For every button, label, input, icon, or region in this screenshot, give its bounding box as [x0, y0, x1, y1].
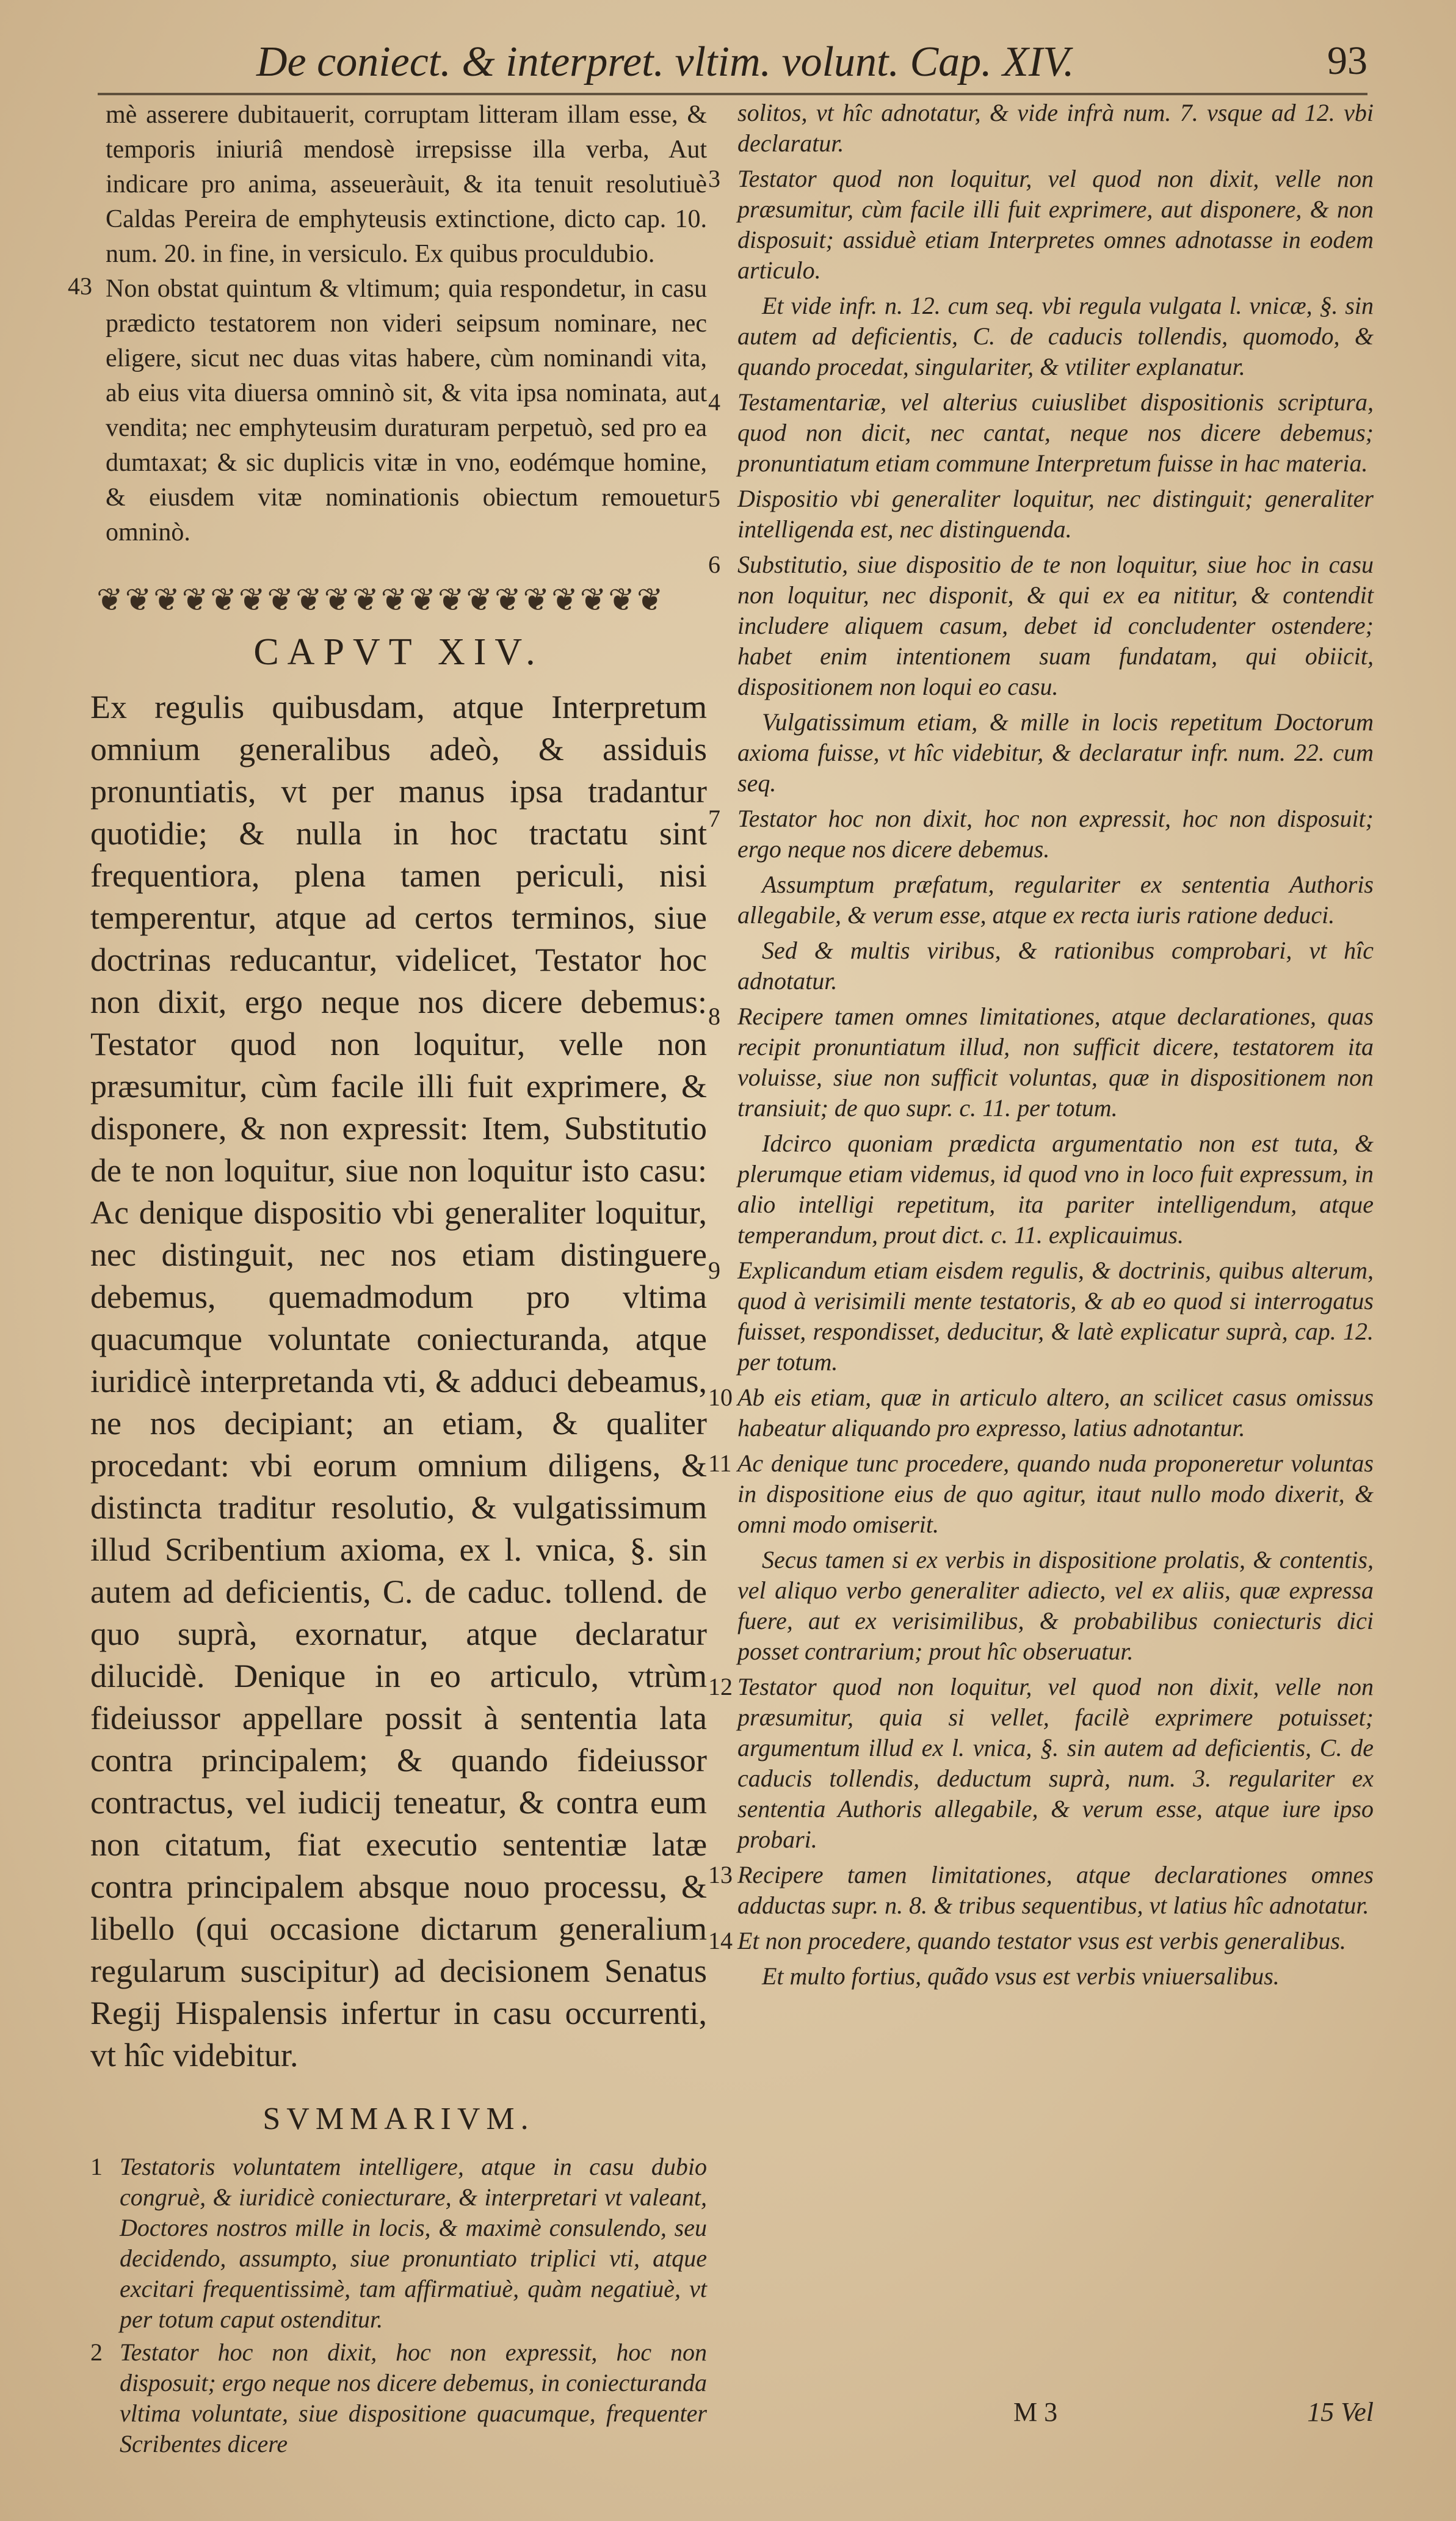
summary-item-number: 2: [90, 2338, 103, 2366]
margin-number: 43: [68, 272, 92, 300]
signature-mark: M 3: [1013, 2397, 1058, 2427]
summary-item: [90, 2152, 707, 2335]
page-number: 93: [1327, 38, 1367, 83]
summary-item: [708, 1382, 1374, 1443]
summary-item-number: 8: [708, 1003, 720, 1030]
summary-item-number: 11: [708, 1449, 732, 1477]
ornament-band: ❦❦❦❦❦❦❦❦❦❦❦❦❦❦❦❦❦❦❦❦: [96, 583, 665, 618]
summary-list-right: [708, 164, 1374, 1992]
paragraph-43-text: Non obstat quintum & vltimum; quia respondetur, in casu prædicto testatorem non videri seipsum nominare, nec eligere, sicut nec duas vitas habere, cùm nominandi vita, ab eius vita diuersa omninò sit, & vita ipsa nominata, aut vendita; nec emphyteusim duraturam perpetuò, sed pro ea dumtaxat; & sic duplicis vitæ in vno, eodémque homine, & eiusdem vitæ nominationis obiectum remouetur omninò.: [106, 275, 707, 546]
summary-item-text: Testator hoc non dixit, hoc non expressit, hoc non disposuit; ergo neque nos dicere debemus.: [737, 805, 1374, 863]
summary-item-text: Testator quod non loquitur, vel quod non dixit, velle non præsumitur, quia si vellet, facilè exprimere potuisset; argumentum illud ex l. vnica, §. sin autem ad deficientis, C. de caducis tollendis, deductum suprà, num. 3. regulariter ex sententia Authoris allegabile, & verum esse, atque iure ipso probari.: [737, 1673, 1374, 1853]
summary-item-text: Recipere tamen omnes limitationes, atque declarationes, quas recipit pronuntiatum illud, non sufficit dicere, testatorem ita voluisse, siue non sufficit voluntas, quæ in dispositionem non transiuit; de quo supr. c. 11. per totum.: [737, 1003, 1374, 1122]
summary-item-text: Recipere tamen limitationes, atque declarationes omnes adductas supr. n. 8. & tribus sequentibus, vt latius hîc adnotatur.: [737, 1861, 1374, 1919]
summary-item: [708, 1672, 1374, 1855]
continuation-paragraph: mè asserere dubitauerit, corruptam litteram illam esse, & temporis iniuriâ mendosè irrepsisse illa verba, Aut indicare pro anima, asseueràuit, & ita tenuit resolutiuè Caldas Pereira de emphyteusis extinctione, dicto cap. 10. num. 20. in fine, in versiculo. Ex quibus proculdubio.: [106, 101, 707, 268]
summary-item: [708, 803, 1374, 865]
page-footer: [708, 2396, 1374, 2433]
summary-item: [708, 1001, 1374, 1123]
summary-item-number: 6: [708, 551, 720, 578]
running-title: De coniect. & interpret. vltim. volunt. Cap. XIV.: [256, 38, 1074, 85]
summary-item: [708, 1926, 1374, 1956]
summary-subitem: Idcirco quoniam prædicta argumentatio non est tuta, & plerumque etiam videmus, id quod vno in loco fuit expressum, in alio intelligi repetitum, ita pariter intelligendum, atque temperandum, prout dict. c. 11. explicauimus.: [737, 1130, 1374, 1249]
catchword: 15 Vel: [1307, 2397, 1374, 2427]
summary-continuation: solitos, vt hîc adnotatur, & vide infrà num. 7. vsque ad 12. vbi declaratur.: [737, 99, 1374, 157]
summary-item-text: Substitutio, siue dispositio de te non loquitur, siue hoc in casu non loquitur, nec disponit, & qui ex ea nititur, & contendit includere aliquem casum, debet id concludenter ostendere; habet enim intentionem suam fundatam, qui obiicit, dispositionem non loqui eo casu.: [737, 551, 1374, 700]
summary-item-number: 10: [708, 1384, 733, 1411]
summary-item-number: 3: [708, 165, 720, 192]
summary-subitem: Et vide infr. n. 12. cum seq. vbi regula vulgata l. vnicæ, §. sin autem ad deficientis, C. de caducis tollendis, quomodo, & quando procedat, singulariter, & vtiliter explanatur.: [737, 292, 1374, 380]
summary-subitem: Vulgatissimum etiam, & mille in locis repetitum Doctorum axioma fuisse, vt hîc videbitur, & declaratur infr. num. 22. cum seq.: [737, 708, 1374, 797]
summary-subitem: Et multo fortius, quãdo vsus est verbis vniuersalibus.: [762, 1962, 1280, 1990]
summary-item-text: Testator quod non loquitur, vel quod non dixit, velle non præsumitur, cùm facile illi fuit exprimere, aut disponere, & non disposuit; assiduè etiam Interpretes omnes adnotasse in eodem articulo.: [737, 165, 1374, 284]
summary-item-number: 5: [708, 485, 720, 512]
summary-item-number: 7: [708, 805, 720, 832]
summary-item-number: 14: [708, 1927, 733, 1954]
summary-heading: SVMMARIVM.: [263, 2102, 535, 2136]
summary-item-text: Et non procedere, quando testator vsus est verbis generalibus.: [737, 1927, 1346, 1954]
left-column: [68, 98, 707, 2479]
summary-item-text: Explicandum etiam eisdem regulis, & doctrinis, quibus alterum, quod à verisimili mente testatoris, & ab eo quod si interrogatus fuisset, respondisset, deducitur, & latè explicatur suprà, cap. 12. per totum.: [737, 1257, 1374, 1376]
summary-subitem: Secus tamen si ex verbis in dispositione prolatis, & contentis, vel aliquo verbo generaliter adiecto, vel ex aliis, quæ expressa fuere, aut ex verisimilibus, & probabilibus coniecturis dici posset contrarium; prout hîc obseruatur.: [737, 1546, 1374, 1665]
summary-item-number: 4: [708, 388, 720, 416]
summary-item-number: 13: [708, 1861, 733, 1888]
summary-item: [708, 1448, 1374, 1540]
running-header: [256, 38, 1367, 87]
summary-item: [708, 387, 1374, 479]
summary-item-text: Testator hoc non dixit, hoc non expressit, hoc non disposuit; ergo neque nos dicere debemus, in coniecturanda vltima voluntate, siue dispositione quacumque, frequenter Scribentes dicere: [120, 2338, 707, 2458]
summary-subitem: Assumptum præfatum, regulariter ex sententia Authoris allegabile, & verum esse, atque ex recta iuris ratione deduci.: [737, 871, 1374, 929]
chapter-heading: CAPVT XIV.: [253, 631, 544, 673]
header-rule: [98, 93, 1367, 95]
summary-item: [708, 164, 1374, 286]
summary-subitem: Sed & multis viribus, & rationibus comprobari, vt hîc adnotatur.: [737, 937, 1374, 995]
summary-item-text: Ac denique tunc procedere, quando nuda proponeretur voluntas in dispositione eius de quo agitur, itaut nullo modo dixerit, & omni modo omiserit.: [737, 1449, 1374, 1538]
summary-list: [90, 2152, 707, 2459]
paragraph-43: [68, 272, 707, 550]
chapter-intro: Ex regulis quibusdam, atque Interpretum omnium generalibus adeò, & assiduis pronuntiatis, vt per manus ipsa tradantur quotidie; & nulla in hoc tractatu sint frequentiora, plena tamen periculi, nisi temperentur, atque ad certos terminos, siue doctrinas reducantur, videlicet, Testator hoc non dixit, ergo neque nos dicere debemus: Testator quod non loquitur, velle non præsumitur, cùm facile illi fuit exprimere, & disponere, & non expressit: Item, Substitutio de te non loquitur, siue non loquitur isto casu: Ac denique dispositio vbi generaliter loquitur, nec distinguit, nec nos etiam distinguere debemus, quemadmodum pro vltima quacumque voluntate coniecturanda, atque iuridicè interpretanda vti, & adduci debeamus, ne nos decipiant; an etiam, & qualiter procedant: vbi eorum omnium diligens, & distincta traditur resolutio, & vulgatissimum illud Scribentium axioma, ex l. vnica, §. sin autem ad deficientis, C. de caduc. tollend. de quo suprà, exornatur, atque declaratur dilucidè. Denique in eo articulo, vtrùm fideiussor appellare possit à sententia lata contra principalem; & quando fideiussor contractus, vel iudicij teneatur, & contra eum non citatum, fiat executio sententiæ latæ contra principalem absque nouo processu, & libello (qui occasione dictarum generalium regularum suscipitur) ad decisionem Senatus Regij Hispalensis infertur in casu occurrenti, vt hîc videbitur.: [90, 689, 707, 2073]
summary-item-text: Testamentariæ, vel alterius cuiuslibet dispositionis scriptura, quod non dicit, nec cantat, neque nos dicere debemus; pronuntiatum etiam commune Interpretum fuisse in hac materia.: [737, 388, 1374, 477]
summary-item-text: Ab eis etiam, quæ in articulo altero, an scilicet casus omissus habeatur aliquando pro expresso, latius adnotantur.: [737, 1384, 1374, 1442]
summary-item: [708, 484, 1374, 545]
summary-item-number: 9: [708, 1257, 720, 1284]
summary-item: [708, 1860, 1374, 1921]
summary-item: [90, 2337, 707, 2459]
summary-item-number: 12: [708, 1673, 733, 1700]
summary-item-number: 1: [90, 2153, 103, 2180]
summary-item-text: Testatoris voluntatem intelligere, atque in casu dubio congruè, & iuridicè coniecturare, & interpretari vt valeant, Doctores nostros mille in locis, & maximè consulendo, seu decidendo, assumpto, siue pronuntiato triplici vti, atque excitari frequentissimè, tam affirmatiuè, quàm negatiuè, vt per totum caput ostenditur.: [120, 2153, 707, 2333]
summary-item: [708, 550, 1374, 702]
summary-item-text: Dispositio vbi generaliter loquitur, nec distinguit; generaliter intelligenda est, nec distinguenda.: [737, 485, 1374, 543]
right-column: [708, 98, 1374, 2479]
summary-item: [708, 1255, 1374, 1377]
